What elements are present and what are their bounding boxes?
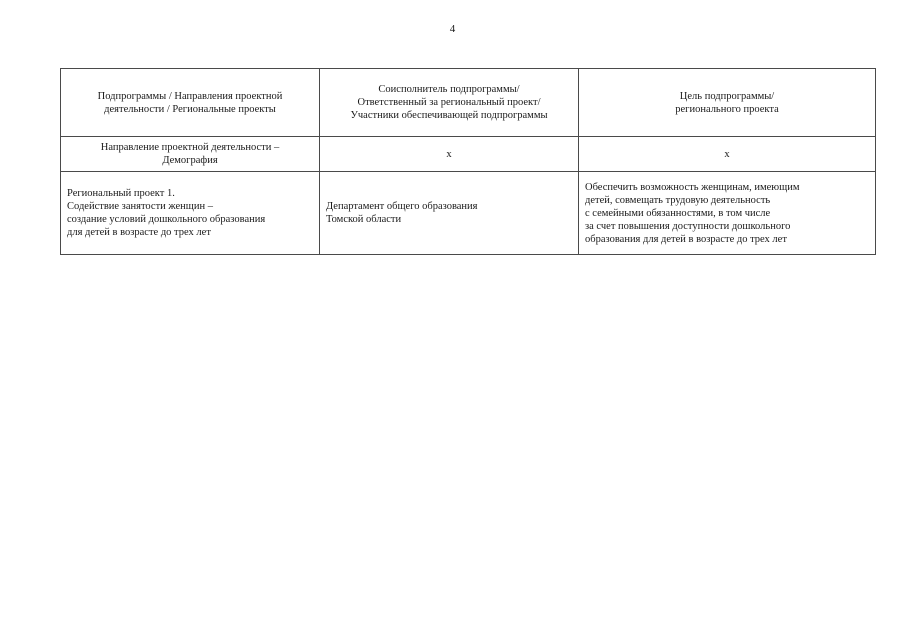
section-direction-cell: Направление проектной деятельности – Демография bbox=[61, 137, 320, 172]
page-number: 4 bbox=[449, 23, 456, 35]
header-goal: Цель подпрограммы/ регионального проекта bbox=[579, 69, 876, 137]
section-goal-cell: х bbox=[579, 137, 876, 172]
header-coexecutor: Соисполнитель подпрограммы/ Ответственный за региональный проект/ Участники обеспечивающей подпрограммы bbox=[320, 69, 579, 137]
goal-cell: Обеспечить возможность женщинам, имеющим детей, совмещать трудовую деятельность с семейными обязанностями, в том числе за счет повышения доступности дошкольного образования для детей в возрасте до трех лет bbox=[579, 172, 876, 255]
regional-project-cell: Региональный проект 1. Содействие занятости женщин – создание условий дошкольного образования для детей в возрасте до трех лет bbox=[61, 172, 320, 255]
table-row bbox=[61, 137, 876, 172]
section-coexecutor-cell: х bbox=[320, 137, 579, 172]
department-cell: Департамент общего образования Томской области bbox=[320, 172, 579, 255]
table-header-row bbox=[61, 69, 876, 137]
program-table bbox=[60, 68, 876, 255]
header-subprograms: Подпрограммы / Направления проектной деятельности / Региональные проекты bbox=[61, 69, 320, 137]
table-row bbox=[61, 172, 876, 255]
